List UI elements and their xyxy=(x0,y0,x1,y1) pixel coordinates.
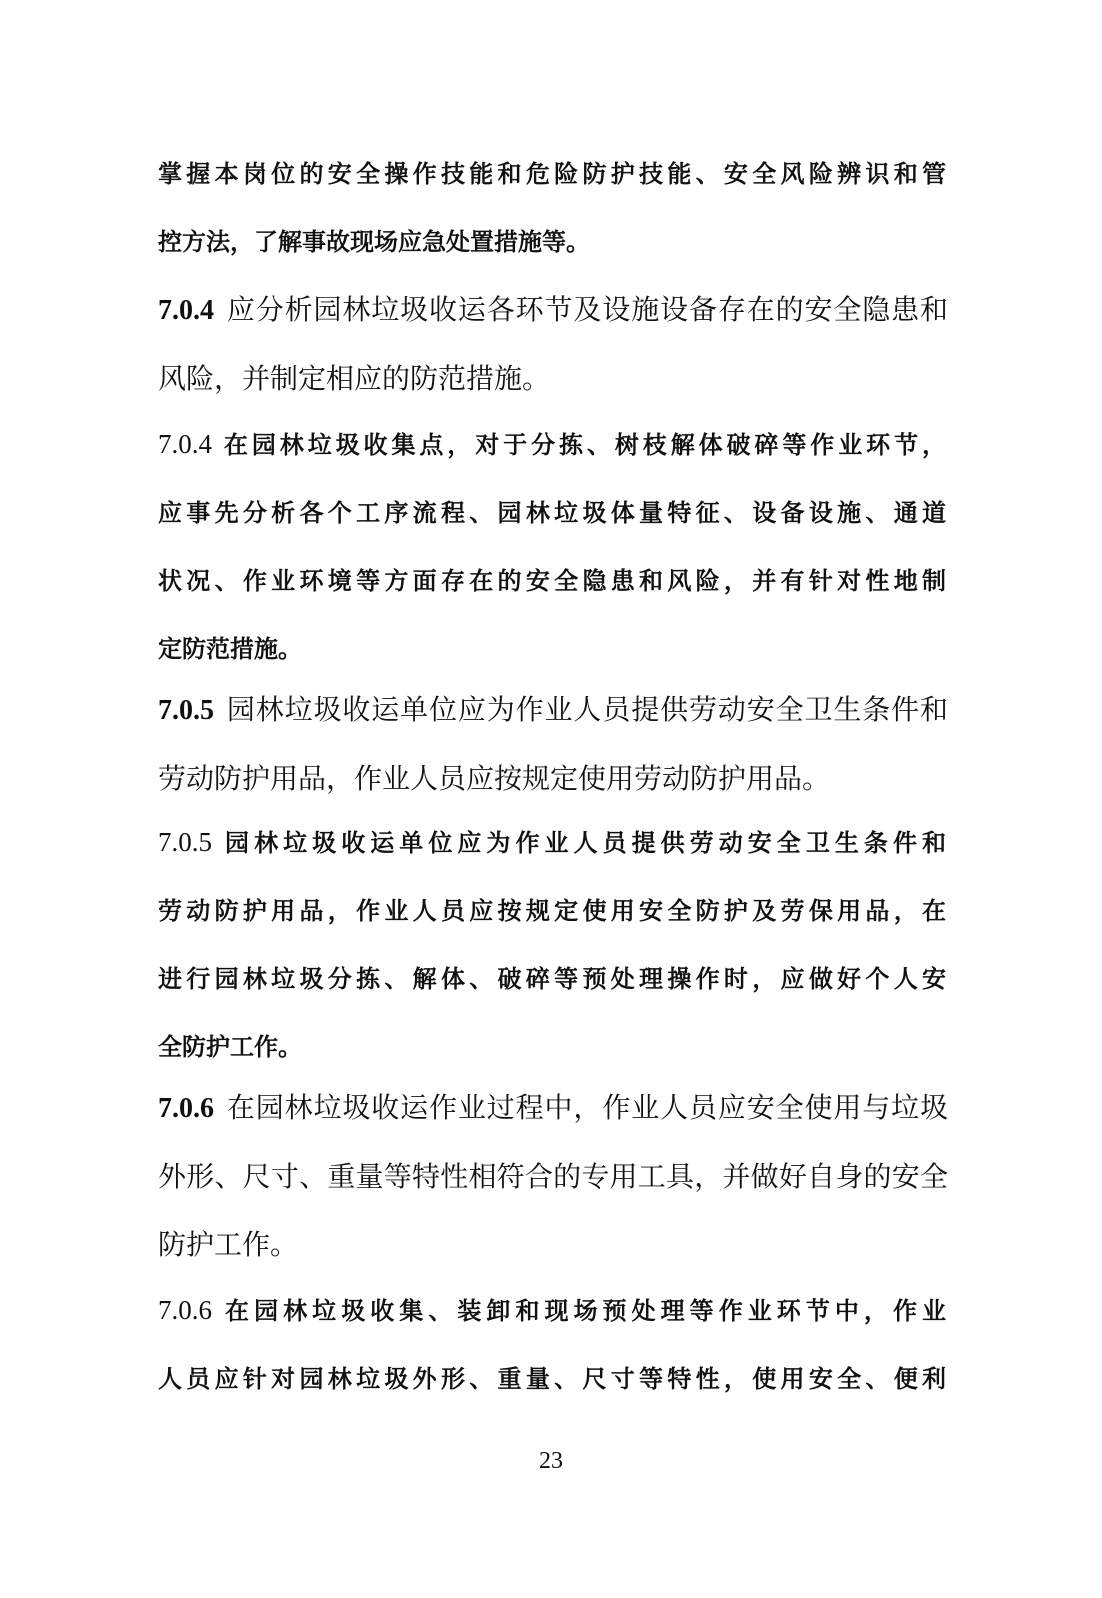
text-line: 状况、作业环境等方面存在的安全隐患和风险，并有针对性地制 xyxy=(158,567,948,595)
text-line: 防护工作。 xyxy=(158,1228,299,1261)
explanation-continuation xyxy=(158,140,948,276)
clause-first-line xyxy=(158,676,948,745)
text-line: 控方法，了解事故现场应急处置措施等。 xyxy=(158,228,590,256)
text-line: 进行园林垃圾分拣、解体、破碎等预处理操作时，应做好个人安 xyxy=(158,965,948,993)
explanation-first-line xyxy=(158,1276,948,1345)
clause-first-line xyxy=(158,1074,948,1143)
clause-first-line xyxy=(158,276,948,345)
explanation-7-0-4 xyxy=(158,410,948,683)
explanation-7-0-6 xyxy=(158,1276,948,1413)
text-line: 劳动防护用品，作业人员应按规定使用安全防护及劳保用品，在 xyxy=(158,897,948,925)
clause-7-0-5 xyxy=(158,676,948,813)
clause-number: 7.0.5 xyxy=(158,695,214,726)
explanation-first-line xyxy=(158,808,948,877)
text-line: 外形、尺寸、重量等特性相符合的专用工具，并做好自身的安全 xyxy=(158,1160,948,1193)
explanation-7-0-5 xyxy=(158,808,948,1081)
clause-number: 7.0.6 xyxy=(158,1093,214,1124)
clause-number: 7.0.4 xyxy=(158,295,214,326)
explanation-number: 7.0.6 xyxy=(158,1295,212,1325)
text-line: 风险，并制定相应的防范措施。 xyxy=(158,362,551,395)
explanation-text: 在园林垃圾收集、装卸和现场预处理等作业环节中，作业 xyxy=(222,1297,948,1325)
text-line: 人员应针对园林垃圾外形、重量、尺寸等特性，使用安全、便利 xyxy=(158,1365,948,1393)
explanation-first-line xyxy=(158,410,948,479)
clause-text: 应分析园林垃圾收运各环节及设施设备存在的安全隐患和 xyxy=(226,293,948,326)
clause-7-0-6 xyxy=(158,1074,948,1279)
text-line: 应事先分析各个工序流程、园林垃圾体量特征、设备设施、通道 xyxy=(158,499,948,527)
text-line: 全防护工作。 xyxy=(158,1033,302,1061)
text-line: 定防范措施。 xyxy=(158,635,302,663)
explanation-number: 7.0.5 xyxy=(158,827,212,857)
page-number: 23 xyxy=(539,1448,563,1474)
explanation-text: 在园林垃圾收集点，对于分拣、树枝解体破碎等作业环节， xyxy=(222,431,948,459)
clause-7-0-4 xyxy=(158,276,948,413)
text-line: 劳动防护用品，作业人员应按规定使用劳动防护用品。 xyxy=(158,762,831,795)
text-line: 掌握本岗位的安全操作技能和危险防护技能、安全风险辨识和管 xyxy=(158,160,948,188)
explanation-number: 7.0.4 xyxy=(158,429,212,459)
clause-text: 园林垃圾收运单位应为作业人员提供劳动安全卫生条件和 xyxy=(226,693,948,726)
clause-text: 在园林垃圾收运作业过程中，作业人员应安全使用与垃圾 xyxy=(226,1091,948,1124)
explanation-text: 园林垃圾收运单位应为作业人员提供劳动安全卫生条件和 xyxy=(222,829,948,857)
